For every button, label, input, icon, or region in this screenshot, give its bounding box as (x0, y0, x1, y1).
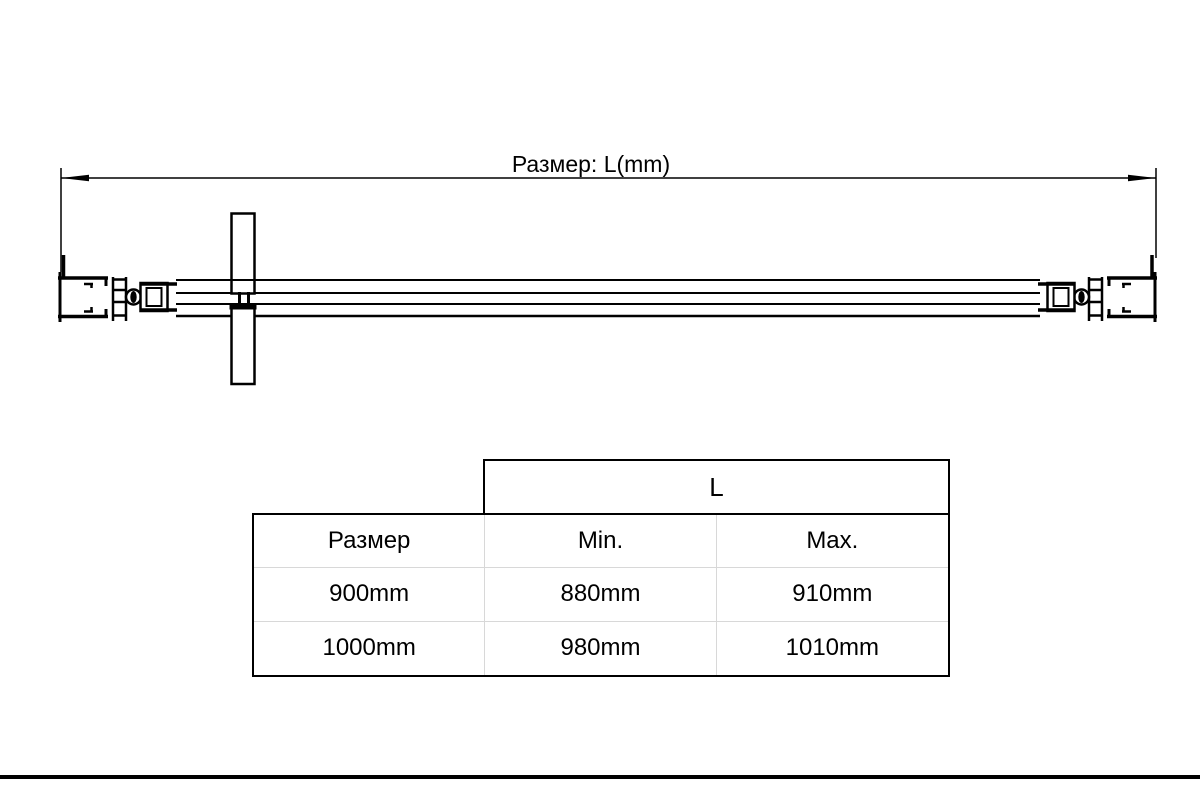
size-table (252, 513, 950, 677)
dimension-line (61, 151, 1156, 181)
right-screw (1074, 290, 1089, 305)
handle-lower-cap (230, 304, 257, 310)
right-profile-channel (1088, 277, 1103, 321)
dimension-extension-lines (61, 168, 1156, 272)
col-header-size: Размер (254, 515, 485, 568)
left-profile-channel (112, 277, 127, 321)
right-wall-profile (1038, 255, 1157, 322)
table-cell-size-0: 900mm (254, 568, 485, 621)
table-group-header: L (483, 459, 950, 513)
rails (176, 280, 1040, 316)
right-glass-clamp (1038, 283, 1075, 311)
left-glass-clamp (140, 283, 177, 311)
handle-upper-bar (232, 214, 255, 294)
left-screw (126, 290, 141, 305)
col-header-max: Max. (717, 515, 948, 568)
handle-lower-bar (232, 305, 255, 384)
arrowhead-right (1128, 175, 1156, 181)
arrowhead-left (61, 175, 89, 181)
table-cell-size-1: 1000mm (254, 622, 485, 675)
table-cell-max-1: 1010mm (785, 634, 879, 662)
table-cell-max-0: 910mm (717, 568, 948, 621)
left-wall-profile (58, 255, 177, 322)
table-cell-min-0: 880mm (485, 568, 716, 621)
dimension-label: Размер: L(mm) (511, 151, 671, 177)
support-handle (230, 214, 257, 385)
table-cell-min-1: 980mm (485, 622, 716, 675)
col-header-min: Min. (485, 515, 716, 568)
